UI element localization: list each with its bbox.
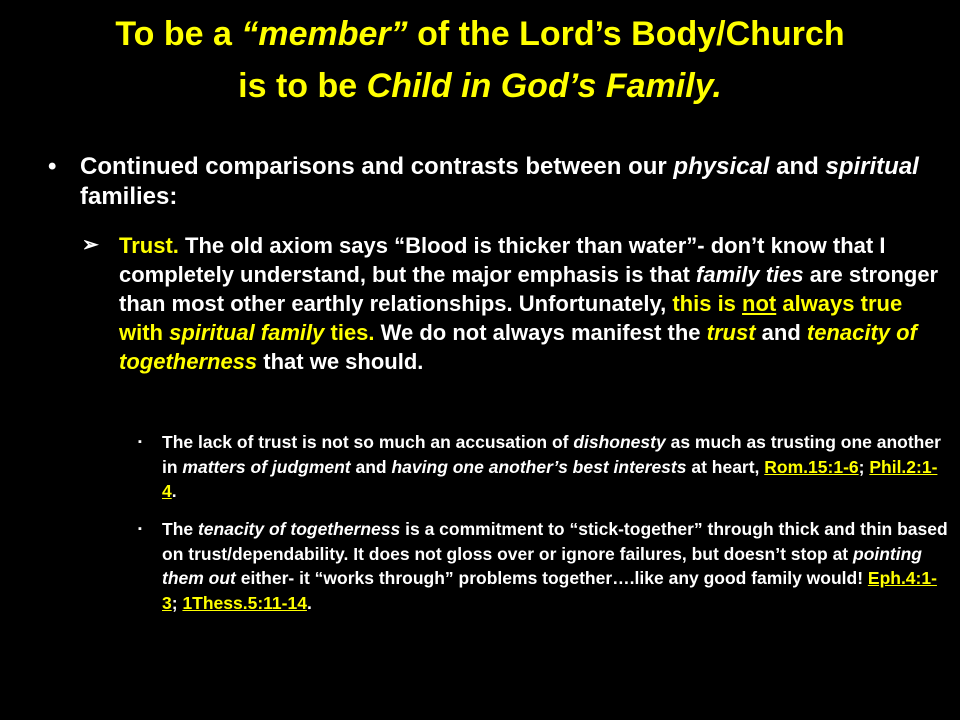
bullet-dot-icon: • bbox=[48, 153, 57, 180]
text-run: either- it “works through” problems together….like any good family would! bbox=[235, 568, 868, 588]
trust-point-1-text bbox=[162, 430, 948, 504]
highlight-run: ties. bbox=[324, 320, 375, 345]
text-run: and bbox=[755, 320, 807, 345]
text-run-italic: family ties bbox=[696, 262, 804, 287]
text-run: . bbox=[306, 592, 312, 613]
text-run-italic: physical bbox=[673, 153, 770, 180]
text-run: The lack of trust is not so much an accusation of bbox=[162, 432, 574, 452]
text-run: and bbox=[769, 153, 826, 180]
highlight-italic: tenacity of togetherness bbox=[119, 320, 917, 374]
text-run-italic: pointing them out bbox=[162, 543, 923, 588]
text-run-italic: dishonesty bbox=[573, 432, 666, 452]
text-run: that we should. bbox=[257, 349, 424, 374]
text-run: Continued comparisons and contrasts between our bbox=[80, 153, 674, 180]
text-run-italic: matters of judgment bbox=[182, 456, 351, 477]
text-run: We do not always manifest the bbox=[374, 320, 707, 345]
text-run: ; bbox=[171, 592, 183, 613]
text-run-italic: spiritual bbox=[825, 153, 919, 180]
scripture-link-eph-4[interactable]: Eph.4:1-3 bbox=[162, 568, 937, 613]
title-child-emphasis: Child in God’s Family. bbox=[366, 67, 722, 105]
title-member-emphasis: “member” bbox=[241, 15, 408, 53]
text-run: is a commitment to “stick-together” through thick and thin based on trust/dependability. It does not gloss over or ignore failures, but doesn’t stop at bbox=[162, 519, 948, 564]
highlight-not: not bbox=[742, 291, 777, 316]
text-run: The old axiom says “Blood is thicker than water”- don’t know that I completely understand, but the major emphasis is that bbox=[119, 233, 886, 287]
trust-paragraph bbox=[119, 231, 949, 376]
title-text: is to be bbox=[238, 67, 367, 105]
scripture-link-1thess-5[interactable]: 1Thess.5:11-14 bbox=[182, 592, 307, 613]
slide-title bbox=[0, 8, 960, 112]
main-bullet-text bbox=[80, 152, 940, 212]
text-run: and bbox=[350, 456, 392, 477]
text-run: . bbox=[171, 481, 177, 501]
text-run-italic: tenacity of togetherness bbox=[197, 519, 401, 539]
title-line-2 bbox=[0, 60, 960, 112]
scripture-link-phil-2[interactable]: Phil.2:1-4 bbox=[162, 456, 938, 501]
text-run: ; bbox=[858, 456, 870, 477]
highlight-italic: spiritual family bbox=[169, 320, 325, 345]
square-bullet-icon: ▪ bbox=[138, 523, 142, 535]
title-line-1 bbox=[0, 8, 960, 60]
title-text: To be a bbox=[115, 15, 242, 53]
square-bullet-icon: ▪ bbox=[138, 436, 142, 448]
text-run: as much as trusting one another in bbox=[162, 432, 941, 477]
text-run: The bbox=[162, 519, 198, 539]
text-run: are stronger than most other earthly relationships. Unfortunately, bbox=[119, 262, 939, 316]
title-text: of the Lord’s Body/Church bbox=[407, 15, 845, 53]
trust-point-2-text bbox=[162, 517, 948, 615]
highlight-italic: trust bbox=[706, 320, 756, 345]
arrow-bullet-icon: ➢ bbox=[82, 234, 99, 256]
text-run: at heart, bbox=[686, 456, 765, 477]
trust-heading: Trust. bbox=[119, 233, 179, 258]
highlight-run: always true with bbox=[119, 291, 903, 345]
highlight-run: this is bbox=[672, 291, 743, 316]
scripture-link-rom-15[interactable]: Rom.15:1-6 bbox=[764, 456, 859, 477]
text-run: families: bbox=[80, 183, 178, 210]
text-run-italic: having one another’s best interests bbox=[391, 456, 687, 477]
